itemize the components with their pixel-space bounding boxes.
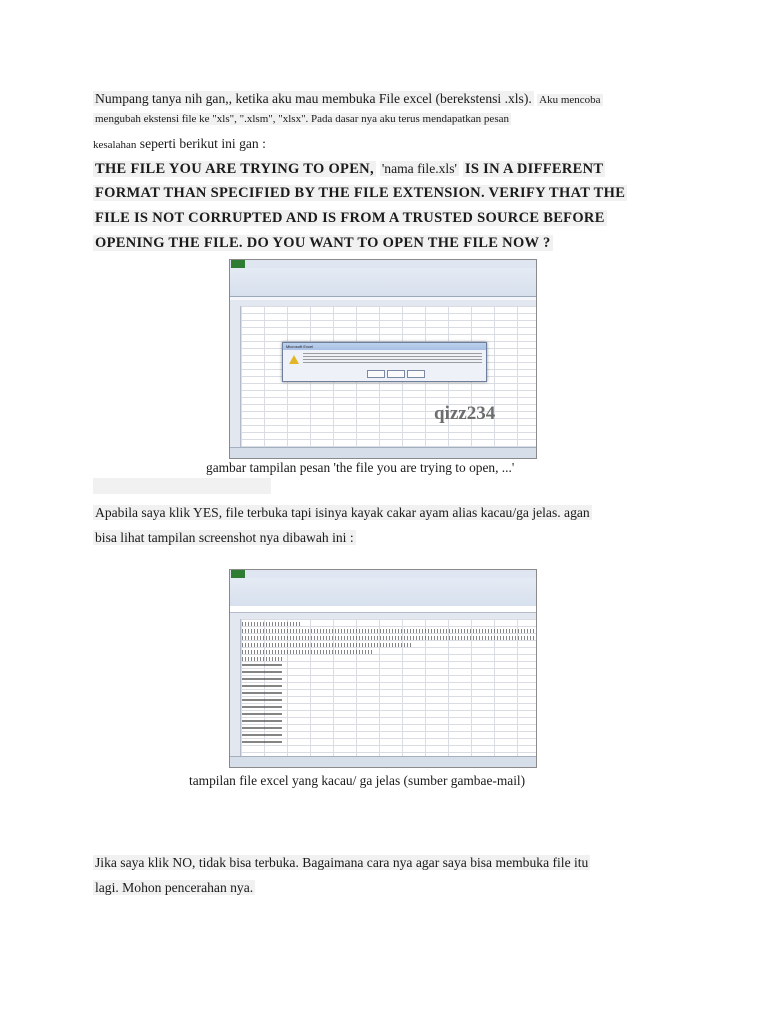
help-button: [407, 370, 425, 378]
no-button: [387, 370, 405, 378]
warning-icon: [289, 355, 299, 364]
excel-ribbon: [230, 260, 536, 297]
intro-line-3: [93, 131, 266, 158]
no-line-2: [93, 875, 255, 900]
ribbon-tabs: [230, 260, 536, 268]
yes-line-1: [93, 500, 592, 525]
status-bar-2: [230, 756, 536, 767]
excel-screenshot-warning: [229, 259, 537, 459]
dialog-message: [303, 353, 482, 363]
error-filename: 'nama file.xls': [381, 161, 457, 176]
garbled-row: [242, 657, 282, 661]
garbled-row: [242, 643, 412, 647]
intro-text-3b: seperti berikut ini gan :: [139, 136, 266, 151]
ribbon-tabs-2: [230, 570, 536, 578]
error-text-2: FORMAT THAN SPECIFIED BY THE FILE EXTENSION. VERIFY THAT THE: [95, 185, 626, 201]
yes-text-2: bisa lihat tampilan screenshot nya dibawah ini :: [95, 530, 354, 545]
error-text-1c: IS IN A DIFFERENT: [464, 161, 604, 177]
watermark: qizz234: [434, 403, 496, 424]
error-line-3: [93, 206, 607, 231]
error-line-4: [93, 231, 553, 256]
yes-line-2: [93, 525, 356, 550]
garbled-row: [242, 629, 534, 633]
status-bar: [230, 447, 536, 458]
dialog-title: Microsoft Excel: [283, 343, 486, 350]
yes-text-1: Apabila saya klik YES, file terbuka tapi isinya kayak cakar ayam alias kacau/ga jelas. agan: [95, 505, 590, 520]
no-line-1: [93, 850, 590, 875]
no-text-2: lagi. Mohon pencerahan nya.: [95, 880, 254, 895]
row-headers: [230, 306, 241, 448]
intro-text-1b: Aku mencoba: [539, 94, 601, 106]
no-text-1: Jika saya klik NO, tidak bisa terbuka. Bagaimana cara nya agar saya bisa membuka file itu: [95, 855, 589, 870]
error-text-3: FILE IS NOT CORRUPTED AND IS FROM A TRUSTED SOURCE BEFORE: [95, 210, 605, 226]
file-tab-2: [231, 570, 245, 578]
row-headers-2: [230, 619, 241, 757]
error-line-2: [93, 181, 627, 206]
file-tab: [231, 260, 245, 268]
intro-text-1: Numpang tanya nih gan,, ketika aku mau membuka File excel (berekstensi .xls).: [95, 91, 532, 106]
garbled-row: [242, 636, 534, 640]
figure-1-caption: gambar tampilan pesan 'the file you are trying to open, ...': [206, 460, 515, 475]
figure-2-caption: tampilan file excel yang kacau/ ga jelas (sumber gambae-mail): [189, 773, 526, 788]
caption-highlight-bar: [93, 478, 271, 494]
garbled-row: [242, 622, 302, 626]
intro-text-2: mengubah ekstensi file ke "xls", ".xlsm", "xlsx". Pada dasar nya aku terus mendapatkan pesan: [95, 113, 509, 125]
excel-screenshot-garbled: [229, 569, 537, 768]
garbled-row: [242, 650, 372, 654]
garbled-column: [242, 664, 282, 744]
formula-bar: [230, 606, 536, 613]
yes-button: [367, 370, 385, 378]
warning-dialog: [282, 342, 487, 382]
intro-line-2: [93, 107, 511, 132]
error-line-1: [93, 156, 605, 182]
excel-ribbon-2: [230, 570, 536, 607]
error-text-1a: THE FILE YOU ARE TRYING TO OPEN,: [95, 161, 374, 177]
error-text-4: OPENING THE FILE. DO YOU WANT TO OPEN THE FILE NOW ?: [95, 235, 551, 251]
intro-text-3a: kesalahan: [93, 139, 137, 151]
